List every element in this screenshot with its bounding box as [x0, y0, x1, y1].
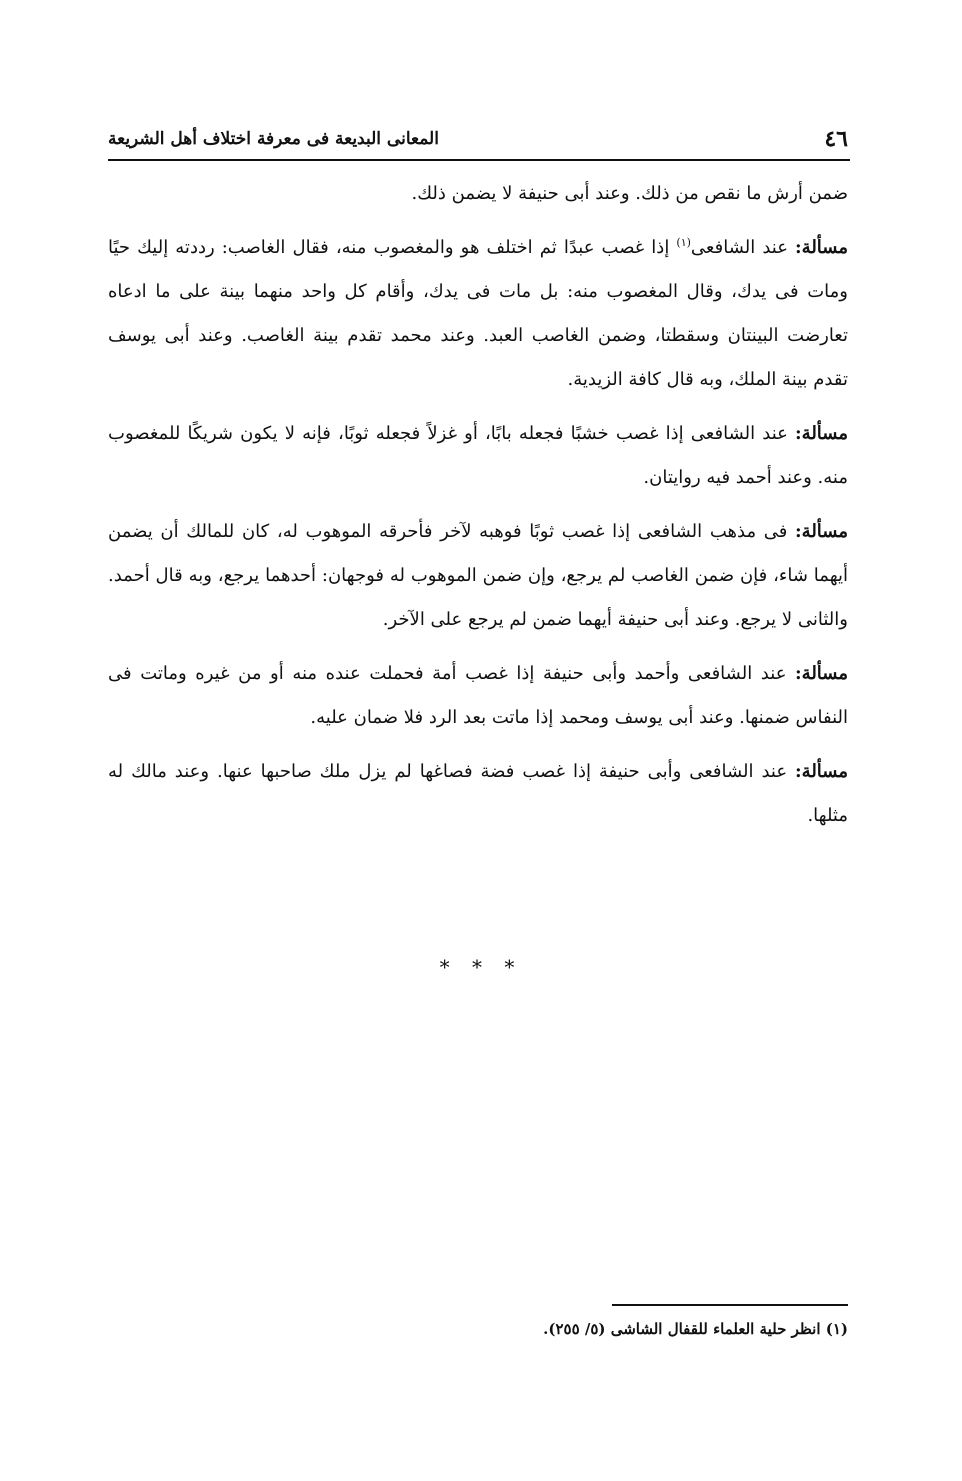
footnote: (١) انظر حلية العلماء للقفال الشاشى (٥/ ٢٥٥). [543, 1320, 848, 1338]
paragraph-text: عند الشافعى وأحمد وأبى حنيفة إذا غصب أمة فحملت عنده منه أو من غيره وماتت فى النفاس ضمنها. وعند أبى يوسف ومحمد إذا ماتت بعد الرد فلا ضمان عليه. [108, 663, 848, 728]
masala-term: مسألة: [795, 521, 848, 542]
paragraph-text: عند الشافعى [690, 237, 796, 258]
section-separator: * * * [439, 955, 523, 979]
paragraph-text: فى مذهب الشافعى إذا غصب ثوبًا فوهبه لآخر فأحرقه الموهوب له، كان للمالك أن يضمن أيهما شاء، فإن ضمن الغاصب لم يرجع، وإن ضمن الموهوب له فوجهان: أحدهما يرجع، وبه قال أحمد. والثانى لا يرجع. وعند أبى حنيفة أيهما ضمن لم يرجع على الآخر. [108, 521, 848, 630]
paragraph-text: عند الشافعى إذا غصب خشبًا فجعله بابًا، أو غزلاً فجعله ثوبًا، فإنه لا يكون شريكًا للمغصوب منه. وعند أحمد فيه روايتان. [108, 423, 848, 488]
main-text [108, 172, 848, 848]
page-header [108, 122, 848, 156]
masala-paragraph-4 [108, 652, 848, 740]
masala-paragraph-5 [108, 750, 848, 838]
paragraph-text: عند الشافعى وأبى حنيفة إذا غصب فضة فصاغها لم يزل ملك صاحبها عنها. وعند مالك له مثلها. [108, 761, 848, 826]
header-rule [108, 159, 850, 161]
masala-paragraph-3 [108, 510, 848, 642]
paragraph-text: إذا غصب عبدًا ثم اختلف هو والمغصوب منه، فقال الغاصب: رددته إليك حيًا ومات فى يدك، وقال المغصوب منه: بل مات فى يدك، وأقام كل واحد منهما بينة على ما ادعاه تعارضت البينتان وسقطتا، وضمن الغاصب العبد. وعند محمد تقدم بينة الغاصب. وعند أبى يوسف تقدم بينة الملك، وبه قال كافة الزيدية. [108, 237, 848, 390]
masala-term: مسألة: [795, 423, 848, 444]
masala-paragraph-1 [108, 226, 848, 402]
running-title: المعانى البديعة فى معرفة اختلاف أهل الشريعة [108, 129, 439, 149]
masala-paragraph-2 [108, 412, 848, 500]
footnote-reference[interactable]: (١) [676, 236, 691, 249]
masala-term: مسألة: [795, 237, 848, 258]
intro-paragraph: ضمن أرش ما نقص من ذلك. وعند أبى حنيفة لا يضمن ذلك. [411, 183, 848, 204]
page-number: ٤٦ [824, 126, 848, 152]
masala-term: مسألة: [795, 663, 848, 684]
masala-term: مسألة: [795, 761, 848, 782]
footnote-rule [612, 1304, 848, 1306]
